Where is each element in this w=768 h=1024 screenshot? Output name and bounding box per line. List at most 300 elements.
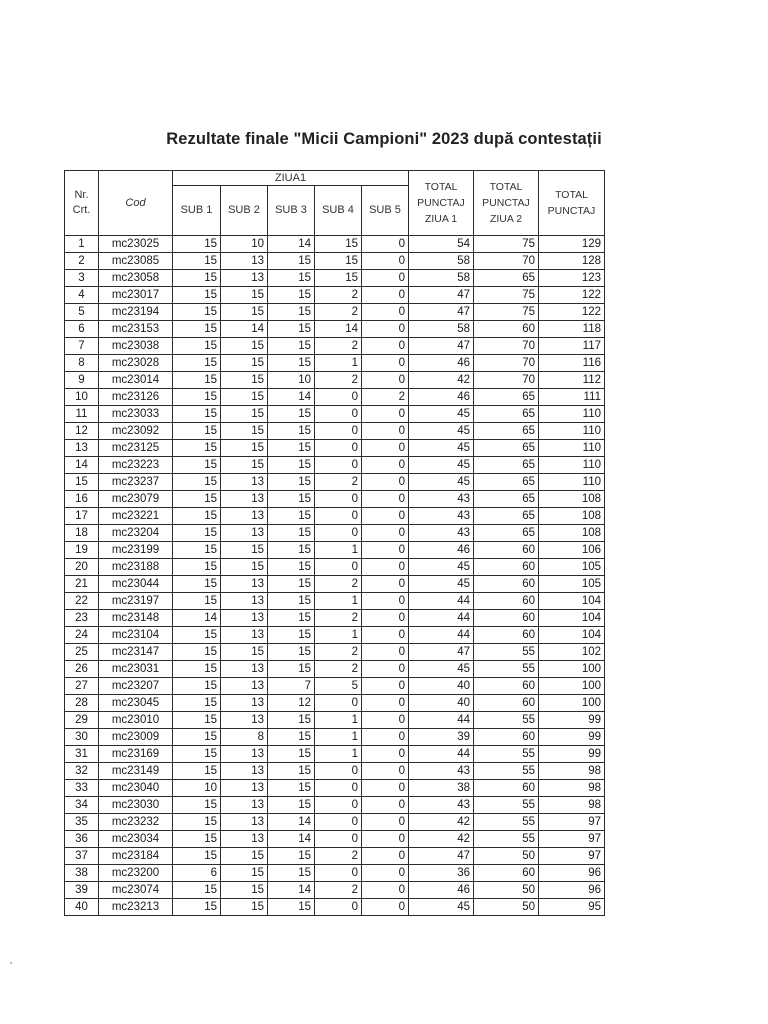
cell-total-ziua2: 55 (474, 814, 539, 831)
cell-total: 100 (539, 678, 605, 695)
cell-sub5: 0 (362, 780, 409, 797)
cell-total-ziua2: 70 (474, 372, 539, 389)
table-row (65, 542, 605, 559)
cell-total: 96 (539, 865, 605, 882)
cell-sub2: 14 (221, 321, 268, 338)
cell-total: 108 (539, 525, 605, 542)
cell-nr: 23 (65, 610, 99, 627)
cell-total-ziua2: 65 (474, 508, 539, 525)
cell-sub3: 15 (268, 474, 315, 491)
cell-total-ziua2: 55 (474, 763, 539, 780)
cell-cod: mc23045 (99, 695, 173, 712)
cell-sub5: 0 (362, 865, 409, 882)
cell-sub5: 0 (362, 610, 409, 627)
cell-total: 97 (539, 831, 605, 848)
cell-sub4: 1 (315, 729, 362, 746)
cell-sub2: 15 (221, 304, 268, 321)
cell-cod: mc23169 (99, 746, 173, 763)
cell-total-ziua2: 70 (474, 338, 539, 355)
cell-sub2: 13 (221, 746, 268, 763)
cell-cod: mc23038 (99, 338, 173, 355)
cell-total-ziua2: 60 (474, 321, 539, 338)
cell-sub2: 15 (221, 338, 268, 355)
cell-sub5: 0 (362, 559, 409, 576)
cell-total: 100 (539, 661, 605, 678)
cell-sub5: 0 (362, 457, 409, 474)
cell-total: 129 (539, 236, 605, 253)
cell-sub5: 0 (362, 848, 409, 865)
cell-total-ziua1: 43 (409, 525, 474, 542)
cell-total-ziua2: 60 (474, 695, 539, 712)
header-sub3: SUB 3 (268, 186, 315, 236)
cell-total: 123 (539, 270, 605, 287)
header-cod: Cod (99, 171, 173, 236)
cell-sub1: 15 (173, 372, 221, 389)
cell-total: 98 (539, 780, 605, 797)
cell-sub3: 15 (268, 253, 315, 270)
cell-sub1: 10 (173, 780, 221, 797)
cell-total-ziua1: 47 (409, 848, 474, 865)
cell-total: 104 (539, 610, 605, 627)
header-sub2: SUB 2 (221, 186, 268, 236)
cell-nr: 11 (65, 406, 99, 423)
cell-sub3: 15 (268, 508, 315, 525)
cell-total-ziua1: 46 (409, 542, 474, 559)
cell-cod: mc23030 (99, 797, 173, 814)
cell-total-ziua2: 60 (474, 780, 539, 797)
table-row (65, 610, 605, 627)
cell-sub1: 14 (173, 610, 221, 627)
cell-nr: 9 (65, 372, 99, 389)
cell-sub3: 15 (268, 780, 315, 797)
cell-sub5: 0 (362, 899, 409, 916)
cell-nr: 31 (65, 746, 99, 763)
cell-cod: mc23207 (99, 678, 173, 695)
table-row (65, 865, 605, 882)
cell-total-ziua1: 58 (409, 270, 474, 287)
cell-total-ziua2: 55 (474, 831, 539, 848)
cell-total: 97 (539, 848, 605, 865)
cell-cod: mc23009 (99, 729, 173, 746)
cell-sub1: 15 (173, 423, 221, 440)
cell-sub2: 13 (221, 831, 268, 848)
table-body (65, 236, 605, 916)
table-row (65, 270, 605, 287)
cell-sub2: 15 (221, 899, 268, 916)
cell-sub3: 15 (268, 321, 315, 338)
cell-total-ziua2: 65 (474, 440, 539, 457)
table-row (65, 508, 605, 525)
cell-sub3: 15 (268, 440, 315, 457)
cell-sub2: 13 (221, 508, 268, 525)
cell-total: 116 (539, 355, 605, 372)
cell-sub4: 0 (315, 508, 362, 525)
cell-sub4: 0 (315, 814, 362, 831)
cell-sub4: 5 (315, 678, 362, 695)
cell-cod: mc23074 (99, 882, 173, 899)
cell-sub5: 0 (362, 729, 409, 746)
table-row (65, 763, 605, 780)
cell-total-ziua1: 45 (409, 661, 474, 678)
cell-nr: 10 (65, 389, 99, 406)
cell-total-ziua2: 50 (474, 848, 539, 865)
cell-nr: 39 (65, 882, 99, 899)
table-row (65, 831, 605, 848)
cell-sub2: 13 (221, 695, 268, 712)
header-nr: Nr. Crt. (65, 171, 99, 236)
cell-total-ziua2: 65 (474, 423, 539, 440)
cell-sub1: 15 (173, 236, 221, 253)
cell-sub1: 15 (173, 389, 221, 406)
cell-sub4: 0 (315, 763, 362, 780)
cell-nr: 18 (65, 525, 99, 542)
cell-sub1: 15 (173, 882, 221, 899)
cell-sub2: 15 (221, 423, 268, 440)
cell-sub2: 15 (221, 848, 268, 865)
cell-sub4: 2 (315, 882, 362, 899)
cell-nr: 4 (65, 287, 99, 304)
cell-sub2: 13 (221, 780, 268, 797)
cell-sub5: 0 (362, 814, 409, 831)
cell-total-ziua1: 45 (409, 576, 474, 593)
cell-total: 110 (539, 474, 605, 491)
cell-total-ziua2: 55 (474, 712, 539, 729)
cell-sub1: 15 (173, 440, 221, 457)
header-sub1: SUB 1 (173, 186, 221, 236)
table-row (65, 423, 605, 440)
cell-total: 99 (539, 712, 605, 729)
cell-total-ziua1: 43 (409, 491, 474, 508)
cell-total-ziua1: 42 (409, 831, 474, 848)
cell-cod: mc23126 (99, 389, 173, 406)
cell-total: 98 (539, 797, 605, 814)
cell-sub4: 2 (315, 338, 362, 355)
cell-sub2: 15 (221, 457, 268, 474)
cell-sub1: 15 (173, 661, 221, 678)
table-row (65, 695, 605, 712)
cell-total-ziua1: 44 (409, 610, 474, 627)
cell-sub4: 1 (315, 712, 362, 729)
table-row (65, 389, 605, 406)
cell-sub2: 13 (221, 678, 268, 695)
cell-total: 108 (539, 491, 605, 508)
cell-sub2: 13 (221, 253, 268, 270)
cell-total: 117 (539, 338, 605, 355)
cell-sub3: 15 (268, 899, 315, 916)
table-row (65, 287, 605, 304)
cell-nr: 16 (65, 491, 99, 508)
cell-sub5: 0 (362, 763, 409, 780)
cell-cod: mc23197 (99, 593, 173, 610)
cell-total-ziua1: 40 (409, 678, 474, 695)
cell-nr: 2 (65, 253, 99, 270)
cell-sub1: 15 (173, 627, 221, 644)
cell-sub1: 15 (173, 899, 221, 916)
cell-sub1: 15 (173, 712, 221, 729)
cell-sub1: 15 (173, 287, 221, 304)
cell-cod: mc23200 (99, 865, 173, 882)
cell-nr: 8 (65, 355, 99, 372)
cell-cod: mc23034 (99, 831, 173, 848)
cell-sub3: 15 (268, 576, 315, 593)
cell-sub2: 13 (221, 814, 268, 831)
cell-total-ziua1: 46 (409, 355, 474, 372)
cell-sub5: 0 (362, 542, 409, 559)
cell-sub1: 15 (173, 525, 221, 542)
cell-sub4: 0 (315, 695, 362, 712)
cell-nr: 6 (65, 321, 99, 338)
cell-nr: 36 (65, 831, 99, 848)
table-row (65, 406, 605, 423)
cell-cod: mc23058 (99, 270, 173, 287)
cell-total-ziua1: 40 (409, 695, 474, 712)
cell-sub3: 15 (268, 338, 315, 355)
cell-sub1: 15 (173, 831, 221, 848)
cell-nr: 19 (65, 542, 99, 559)
cell-total-ziua2: 60 (474, 559, 539, 576)
cell-sub2: 15 (221, 644, 268, 661)
cell-sub4: 14 (315, 321, 362, 338)
cell-sub1: 15 (173, 559, 221, 576)
cell-total: 111 (539, 389, 605, 406)
cell-sub3: 12 (268, 695, 315, 712)
cell-sub5: 0 (362, 236, 409, 253)
cell-total-ziua1: 47 (409, 304, 474, 321)
cell-total: 110 (539, 423, 605, 440)
cell-nr: 40 (65, 899, 99, 916)
cell-sub4: 2 (315, 304, 362, 321)
cell-sub2: 13 (221, 797, 268, 814)
cell-total: 110 (539, 457, 605, 474)
cell-cod: mc23213 (99, 899, 173, 916)
cell-cod: mc23079 (99, 491, 173, 508)
cell-nr: 3 (65, 270, 99, 287)
cell-cod: mc23104 (99, 627, 173, 644)
cell-sub4: 0 (315, 457, 362, 474)
cell-sub5: 0 (362, 372, 409, 389)
cell-sub2: 15 (221, 389, 268, 406)
cell-sub5: 0 (362, 695, 409, 712)
cell-sub3: 15 (268, 729, 315, 746)
cell-cod: mc23044 (99, 576, 173, 593)
cell-sub1: 15 (173, 644, 221, 661)
cell-sub3: 15 (268, 763, 315, 780)
cell-cod: mc23147 (99, 644, 173, 661)
cell-sub4: 2 (315, 848, 362, 865)
cell-sub3: 15 (268, 627, 315, 644)
cell-sub4: 15 (315, 253, 362, 270)
cell-total: 100 (539, 695, 605, 712)
table-row (65, 491, 605, 508)
cell-sub3: 15 (268, 797, 315, 814)
cell-sub3: 15 (268, 559, 315, 576)
cell-cod: mc23031 (99, 661, 173, 678)
cell-nr: 24 (65, 627, 99, 644)
cell-sub5: 0 (362, 661, 409, 678)
cell-total-ziua1: 58 (409, 253, 474, 270)
cell-nr: 37 (65, 848, 99, 865)
cell-total-ziua1: 45 (409, 559, 474, 576)
cell-cod: mc23092 (99, 423, 173, 440)
cell-total-ziua1: 45 (409, 423, 474, 440)
cell-total: 102 (539, 644, 605, 661)
cell-sub1: 15 (173, 542, 221, 559)
cell-cod: mc23204 (99, 525, 173, 542)
cell-cod: mc23232 (99, 814, 173, 831)
cell-sub1: 15 (173, 491, 221, 508)
cell-total: 104 (539, 627, 605, 644)
cell-sub1: 15 (173, 406, 221, 423)
cell-total-ziua1: 45 (409, 406, 474, 423)
cell-sub5: 0 (362, 627, 409, 644)
cell-sub1: 15 (173, 457, 221, 474)
cell-sub2: 13 (221, 593, 268, 610)
cell-sub2: 15 (221, 559, 268, 576)
cell-sub2: 13 (221, 712, 268, 729)
cell-sub4: 0 (315, 780, 362, 797)
cell-sub1: 15 (173, 321, 221, 338)
cell-sub2: 13 (221, 491, 268, 508)
cell-sub5: 0 (362, 678, 409, 695)
cell-sub3: 15 (268, 423, 315, 440)
cell-sub3: 15 (268, 542, 315, 559)
cell-cod: mc23153 (99, 321, 173, 338)
cell-sub2: 13 (221, 661, 268, 678)
cell-nr: 14 (65, 457, 99, 474)
cell-total-ziua2: 60 (474, 593, 539, 610)
cell-total: 98 (539, 763, 605, 780)
cell-total-ziua2: 65 (474, 525, 539, 542)
cell-sub2: 13 (221, 525, 268, 542)
cell-total-ziua1: 45 (409, 440, 474, 457)
page-title: Rezultate finale "Micii Campioni" 2023 după contestații (166, 130, 602, 148)
cell-sub4: 2 (315, 474, 362, 491)
cell-total: 97 (539, 814, 605, 831)
cell-nr: 7 (65, 338, 99, 355)
cell-nr: 21 (65, 576, 99, 593)
cell-total: 99 (539, 729, 605, 746)
cell-total-ziua1: 43 (409, 763, 474, 780)
cell-sub5: 2 (362, 389, 409, 406)
cell-cod: mc23237 (99, 474, 173, 491)
header-ziua1: ZIUA1 (173, 171, 409, 186)
cell-sub3: 15 (268, 287, 315, 304)
cell-sub4: 0 (315, 559, 362, 576)
cell-sub3: 15 (268, 661, 315, 678)
cell-nr: 29 (65, 712, 99, 729)
table-row (65, 848, 605, 865)
cell-sub4: 2 (315, 610, 362, 627)
cell-total-ziua1: 45 (409, 899, 474, 916)
cell-sub2: 15 (221, 542, 268, 559)
cell-sub1: 15 (173, 474, 221, 491)
cell-sub3: 15 (268, 270, 315, 287)
table-row (65, 627, 605, 644)
cell-total: 96 (539, 882, 605, 899)
cell-cod: mc23017 (99, 287, 173, 304)
cell-sub3: 15 (268, 610, 315, 627)
cell-nr: 26 (65, 661, 99, 678)
cell-total-ziua2: 60 (474, 865, 539, 882)
cell-nr: 22 (65, 593, 99, 610)
cell-sub3: 15 (268, 746, 315, 763)
cell-nr: 27 (65, 678, 99, 695)
cell-sub2: 13 (221, 270, 268, 287)
table-row (65, 525, 605, 542)
cell-sub3: 10 (268, 372, 315, 389)
cell-sub2: 10 (221, 236, 268, 253)
cell-sub5: 0 (362, 525, 409, 542)
cell-sub1: 15 (173, 253, 221, 270)
table-row (65, 780, 605, 797)
cell-cod: mc23149 (99, 763, 173, 780)
cell-sub5: 0 (362, 746, 409, 763)
cell-total: 106 (539, 542, 605, 559)
cell-total-ziua2: 60 (474, 576, 539, 593)
cell-total-ziua1: 45 (409, 457, 474, 474)
cell-sub2: 13 (221, 474, 268, 491)
cell-sub3: 14 (268, 882, 315, 899)
cell-total-ziua1: 42 (409, 814, 474, 831)
cell-sub1: 15 (173, 576, 221, 593)
cell-sub5: 0 (362, 831, 409, 848)
cell-sub5: 0 (362, 355, 409, 372)
cell-total-ziua1: 43 (409, 508, 474, 525)
cell-sub2: 15 (221, 287, 268, 304)
cell-total-ziua2: 70 (474, 355, 539, 372)
cell-nr: 35 (65, 814, 99, 831)
cell-sub2: 15 (221, 406, 268, 423)
cell-total-ziua1: 58 (409, 321, 474, 338)
cell-sub2: 13 (221, 610, 268, 627)
cell-cod: mc23010 (99, 712, 173, 729)
cell-sub5: 0 (362, 576, 409, 593)
cell-nr: 15 (65, 474, 99, 491)
cell-nr: 38 (65, 865, 99, 882)
cell-total-ziua2: 75 (474, 304, 539, 321)
cell-total: 105 (539, 559, 605, 576)
cell-total: 112 (539, 372, 605, 389)
table-row (65, 338, 605, 355)
header-sub4: SUB 4 (315, 186, 362, 236)
cell-sub1: 15 (173, 593, 221, 610)
cell-nr: 34 (65, 797, 99, 814)
header-total-ziua2: TOTAL PUNCTAJ ZIUA 2 (474, 171, 539, 236)
table-row (65, 797, 605, 814)
cell-total: 122 (539, 287, 605, 304)
cell-sub1: 15 (173, 797, 221, 814)
table-row (65, 321, 605, 338)
cell-total-ziua2: 60 (474, 627, 539, 644)
cell-sub4: 2 (315, 644, 362, 661)
cell-sub5: 0 (362, 338, 409, 355)
cell-nr: 25 (65, 644, 99, 661)
table-row (65, 236, 605, 253)
cell-sub4: 1 (315, 355, 362, 372)
cell-sub3: 15 (268, 457, 315, 474)
cell-nr: 30 (65, 729, 99, 746)
cell-total-ziua1: 47 (409, 338, 474, 355)
cell-nr: 20 (65, 559, 99, 576)
table-row (65, 644, 605, 661)
cell-sub1: 15 (173, 695, 221, 712)
cell-nr: 12 (65, 423, 99, 440)
cell-sub1: 6 (173, 865, 221, 882)
cell-total-ziua2: 65 (474, 457, 539, 474)
cell-total-ziua1: 39 (409, 729, 474, 746)
table-row (65, 593, 605, 610)
cell-total-ziua2: 55 (474, 746, 539, 763)
